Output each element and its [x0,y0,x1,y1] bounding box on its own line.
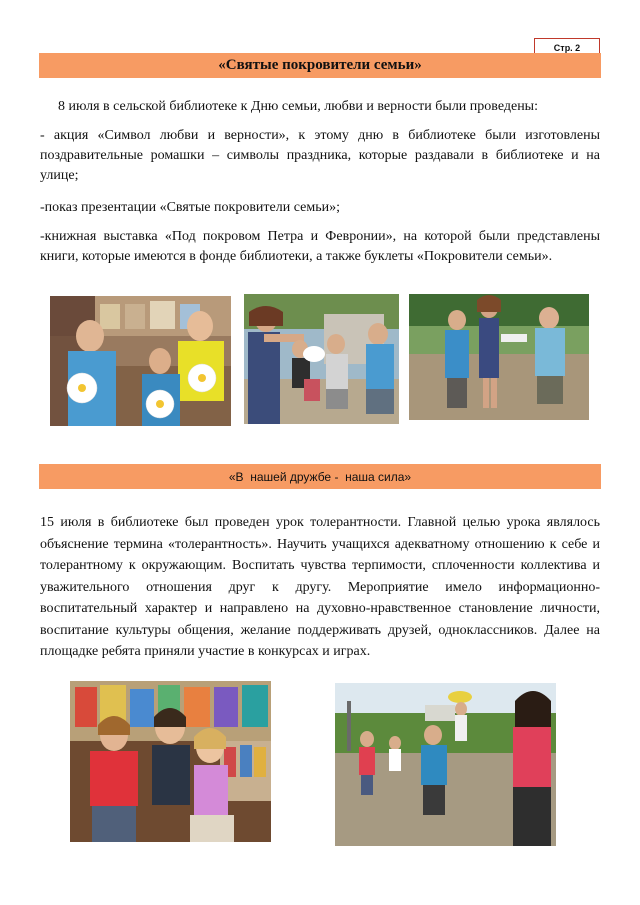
page-number-label: Стр. 2 [534,38,600,58]
section-1-item-presentation: -показ презентации «Святые покровители семьи»; [40,200,340,215]
section-2-header [39,464,601,489]
photo-field-group [409,294,589,420]
section-1-header [39,53,601,78]
photo-girls-in-library [70,681,271,842]
section-1-item-action: - акция «Символ любви и верности», к этому дню в библиотеке были изготовлены поздравительные ромашки – символы праздника, которые раздавали в библиотеке и на улице; [40,128,600,183]
section-2-title: «В нашей дружбе - наша сила» [228,469,412,484]
section-1-item-exhibition: -книжная выставка «Под покровом Петра и Февронии», на которой были представлены книги, которые имеются в фонде библиотеки, а также буклеты «Покровители семьи». [40,229,600,264]
section-2-paragraph: 15 июля в библиотеке был проведен урок толерантности. Главной целью урока являлось объяснение термина «толерантность». Научить учащихся адекватному отношению к себе и толерантному к окружающим. Воспитать чувства терпимости, сплоченности коллектива и уважительного отношения друг к другу. Мероприятие имело информационно-воспитательный характер и направлено на духовно-нравственное становление личности, воспитание культуры общения, желание поддерживать друзей, одноклассников. Далее на площадке ребята приняли участие в конкурсах и играх. [40,515,600,659]
photo-woman-giving-flowers [244,294,399,424]
section-1-intro: 8 июля в сельской библиотеке к Дню семьи, любви и верности были проведены: [58,99,538,114]
photo-outdoor-games [335,683,556,846]
section-1-title: «Святые покровители семьи» [218,57,422,73]
photo-children-with-chamomiles [50,296,231,426]
